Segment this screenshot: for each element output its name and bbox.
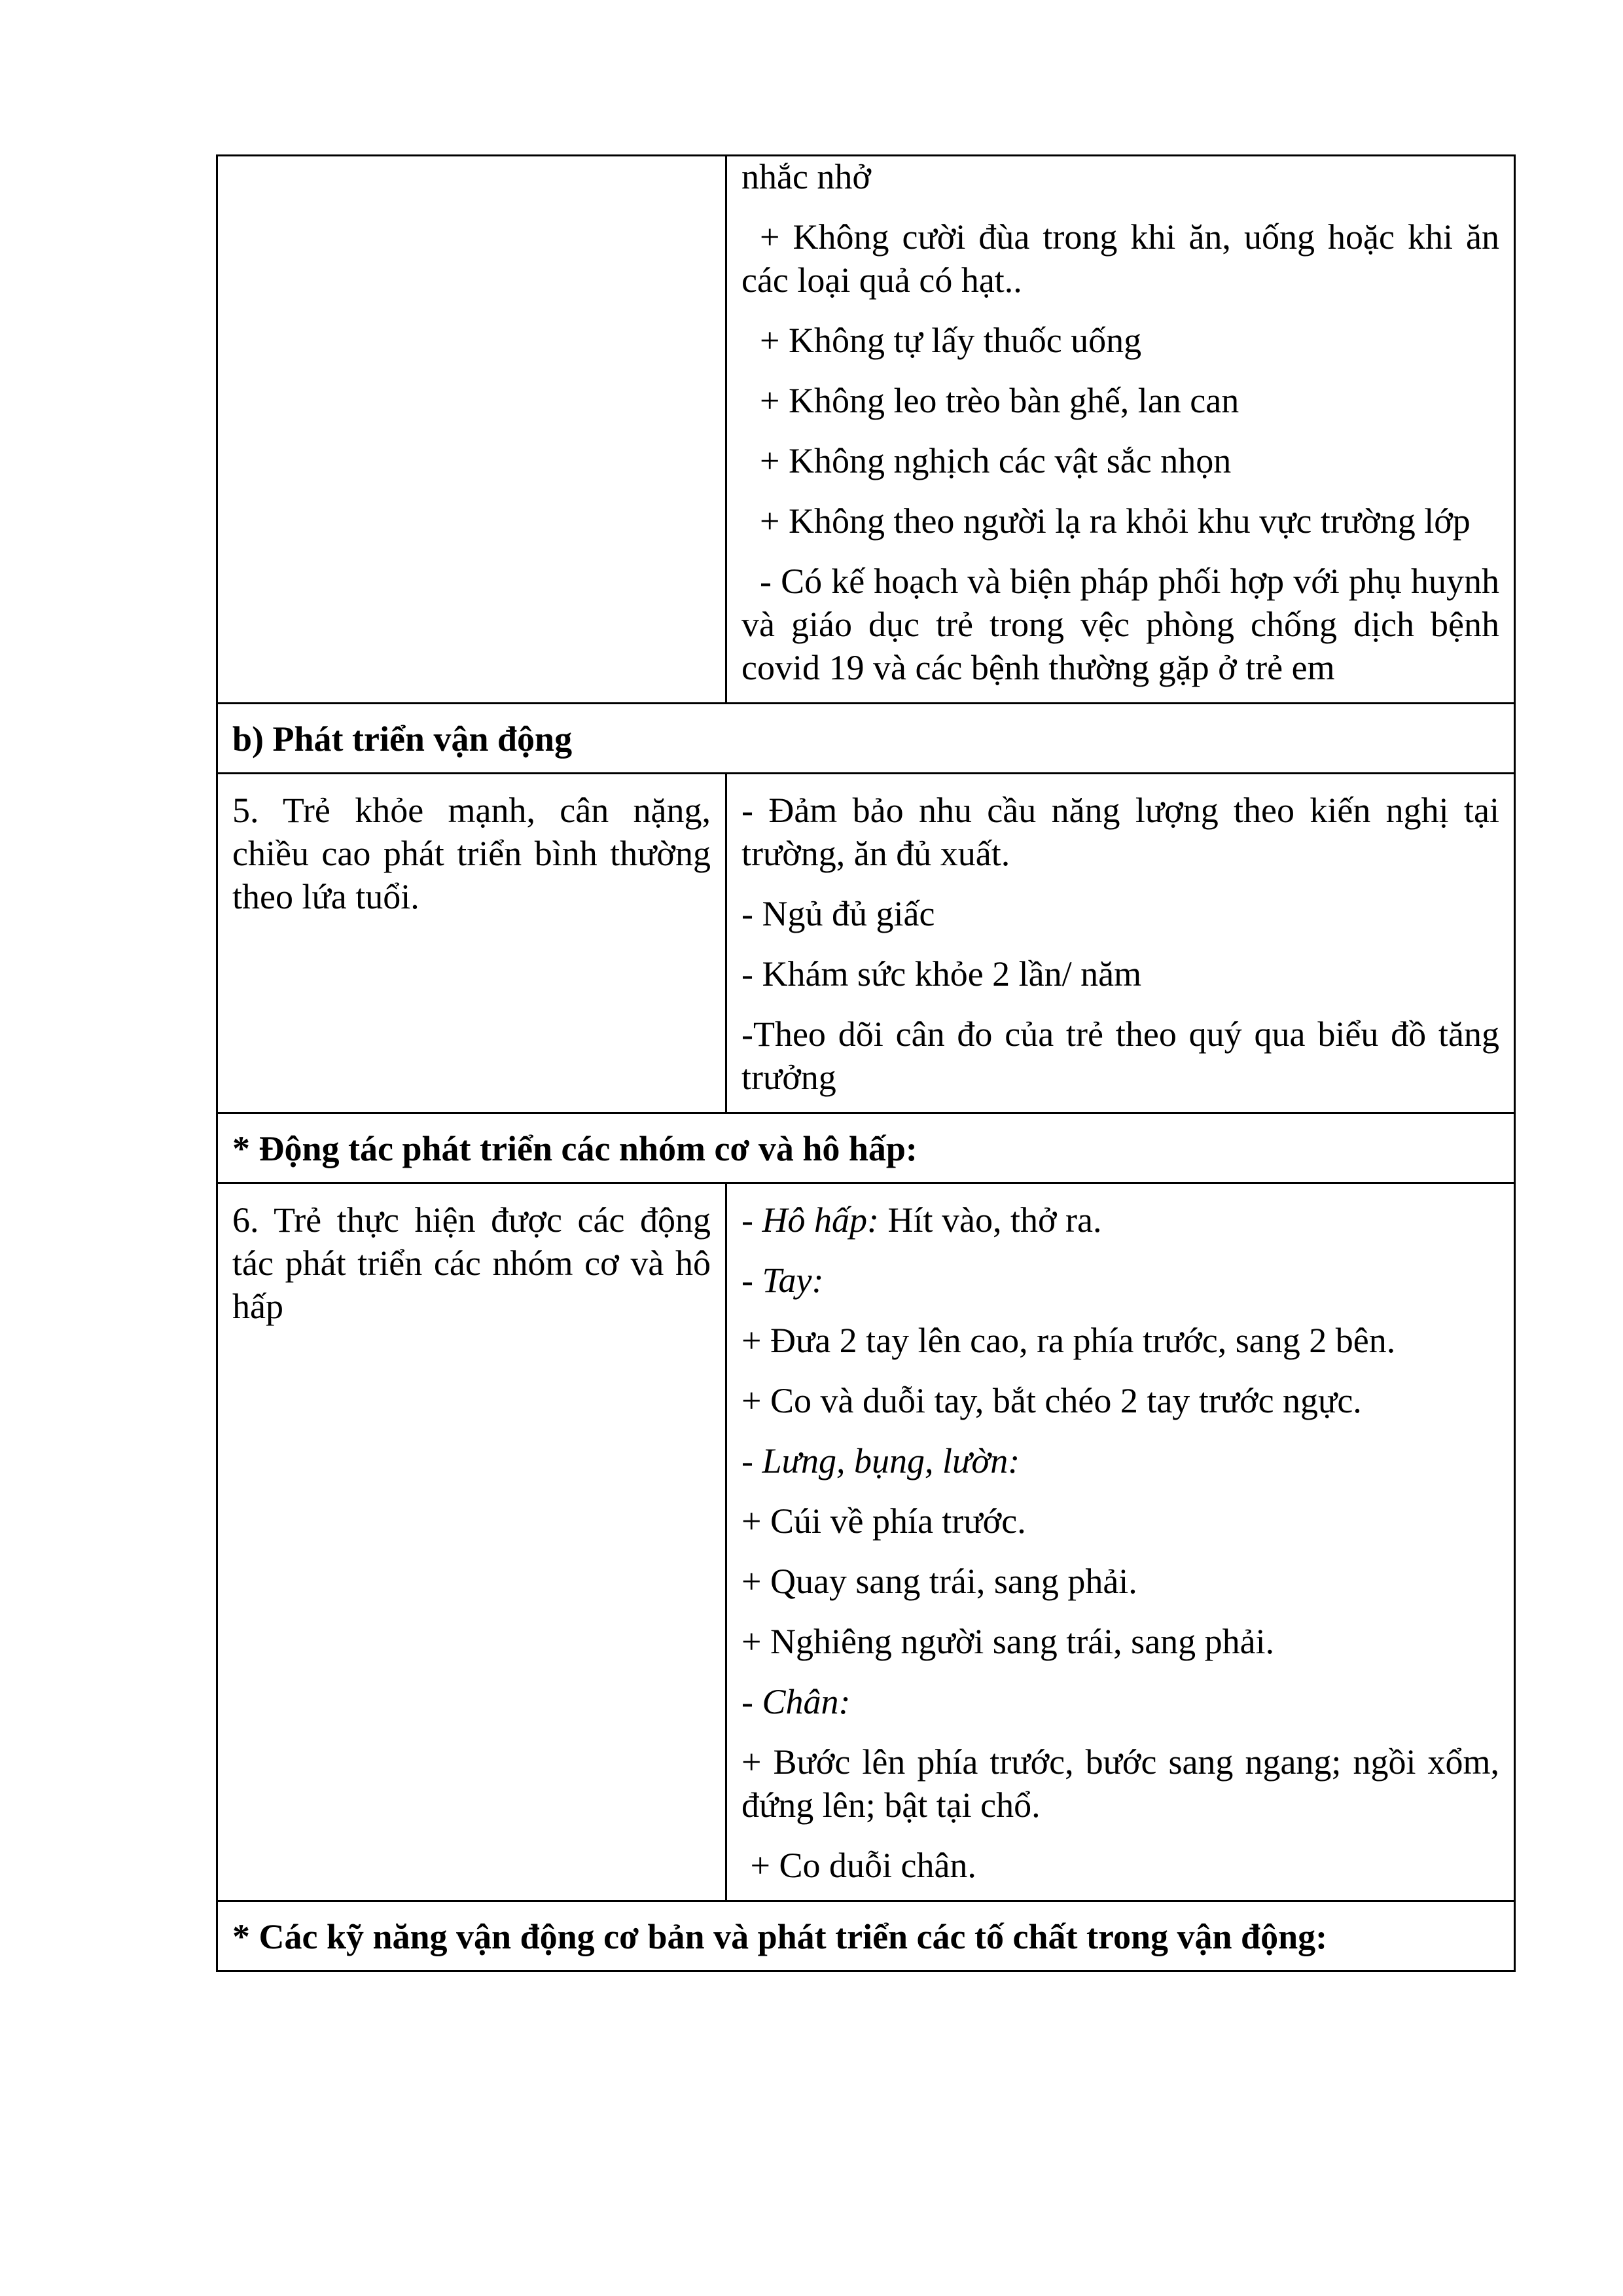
list-item: + Nghiêng người sang trái, sang phải. (741, 1622, 1275, 1661)
list-item: + Không cười đùa trong khi ăn, uống hoặc khi ăn các loại quả có hạt.. (741, 217, 1499, 300)
list-item: + Không leo trèo bàn ghế, lan can (760, 381, 1240, 420)
row6-left-cell: 6. Trẻ thực hiện được các động tác phát triển các nhóm cơ và hô hấp (217, 1183, 726, 1901)
chan-label: Chân: (762, 1682, 851, 1721)
table-row (217, 1113, 1515, 1183)
lung-label: Lưng, bụng, lườn: (762, 1441, 1020, 1480)
table-row (217, 774, 1515, 1113)
table-row (217, 156, 1515, 704)
dash-prefix: - (741, 1682, 762, 1721)
table-row (217, 1901, 1515, 1971)
list-item (741, 1259, 1499, 1302)
list-item: + Quay sang trái, sang phải. (741, 1562, 1137, 1601)
list-item (741, 1680, 1499, 1723)
list-item: + Không tự lấy thuốc uống (760, 321, 1142, 360)
list-item: + Bước lên phía trước, bước sang ngang; ngồi xổm, đứng lên; bật tại chổ. (741, 1742, 1499, 1825)
section-heading: * Các kỹ năng vận động cơ bản và phát triển các tố chất trong vận động: (217, 1901, 1515, 1971)
list-item: + Co và duỗi tay, bắt chéo 2 tay trước ngực. (741, 1381, 1362, 1420)
list-item: + Không theo người lạ ra khỏi khu vực trường lớp (760, 501, 1471, 541)
list-item: -Theo dõi cân đo của trẻ theo quý qua biểu đồ tăng trưởng (741, 1014, 1499, 1097)
table-row (217, 1183, 1515, 1901)
tay-label: Tay: (762, 1261, 824, 1300)
ho-hap-label: Hô hấp: (762, 1200, 879, 1240)
list-item: - Đảm bảo nhu cầu năng lượng theo kiến nghị tại trường, ăn đủ xuất. (741, 791, 1499, 873)
section-heading: * Động tác phát triển các nhóm cơ và hô hấp: (217, 1113, 1515, 1183)
ho-hap-text: Hít vào, thở ra. (878, 1200, 1102, 1240)
row5-left-cell: 5. Trẻ khỏe mạnh, cân nặng, chiều cao phát triển bình thường theo lứa tuổi. (217, 774, 726, 1113)
list-item: + Đưa 2 tay lên cao, ra phía trước, sang 2 bên. (741, 1321, 1396, 1360)
dash-prefix: - (741, 1261, 762, 1300)
list-item (741, 1439, 1499, 1482)
list-item: nhắc nhở (741, 157, 871, 196)
list-item: - Khám sức khỏe 2 lần/ năm (741, 954, 1142, 994)
section-heading: b) Phát triển vận động (217, 704, 1515, 774)
list-item: - Ngủ đủ giấc (741, 894, 935, 933)
list-item: + Không nghịch các vật sắc nhọn (760, 441, 1232, 480)
dash-prefix: - (741, 1200, 762, 1240)
list-item: + Cúi về phía trước. (741, 1501, 1026, 1541)
table-row (217, 704, 1515, 774)
content-table (216, 154, 1516, 1972)
row1-left-cell (217, 156, 726, 704)
row6-right-cell (726, 1183, 1515, 1901)
row5-right-cell (726, 774, 1515, 1113)
list-item: - Có kế hoạch và biện pháp phối hợp với phụ huynh và giáo dục trẻ trong vệc phòng chống dịch bệnh covid 19 và các bệnh thường gặp ở trẻ em (741, 562, 1499, 687)
dash-prefix: - (741, 1441, 762, 1480)
list-item: + Co duỗi chân. (741, 1846, 976, 1885)
row1-right-cell (726, 156, 1515, 704)
list-item (741, 1198, 1499, 1242)
